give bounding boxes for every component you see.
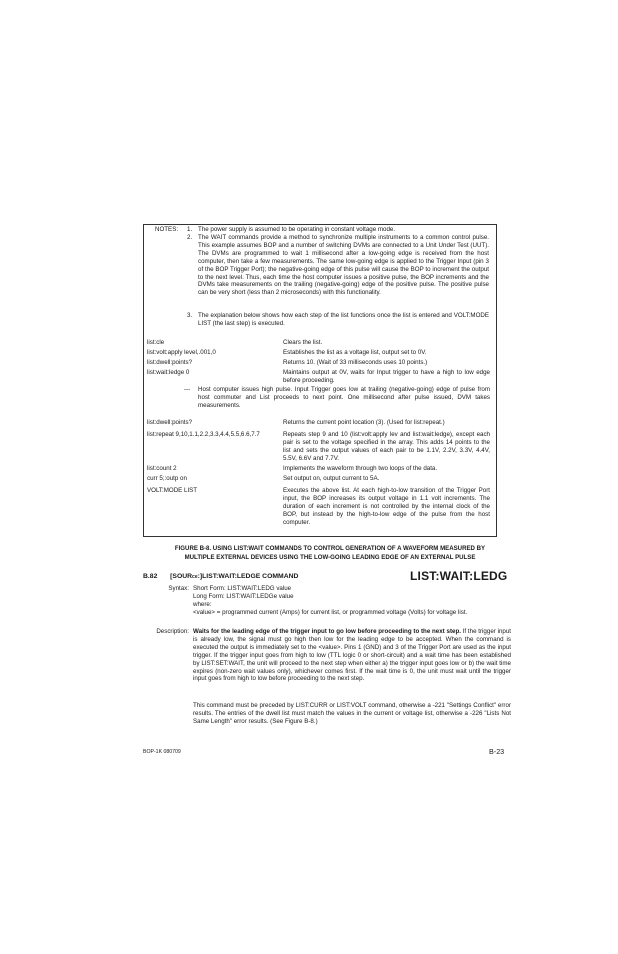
syntax-short-form: Short Form: LIST:WAIT:LEDG value — [193, 585, 292, 592]
step-command: list:cle — [147, 339, 165, 346]
step-command: list:dwell:points? — [147, 419, 193, 426]
step-description: Establishes the list as a voltage list, output set to 0V. — [283, 349, 427, 356]
step-command: list:wait:ledge 0 — [147, 369, 190, 376]
step-description: Executes the above list. At each high-to-low transition of the Trigger Port input, the BOP increases its output voltage in 1.1 volt increments. The duration of each increment is not controlled by the internal clock of the BOP, but instead by the high-to-low edge of the pulse from the host computer. — [283, 487, 490, 526]
step-description: Maintains output at 0V, waits for Input trigger to have a high to low edge before proceeding. — [283, 369, 490, 384]
page-number: B-23 — [489, 747, 505, 756]
footer-document-id: BOP-1K 080709 — [143, 749, 181, 755]
step-description: Repeats step 9 and 10 (list:volt:apply lev and list:wait:ledge), except each pair is set to the voltage specified in the array. This adds 14 points to the list and sets the output values of each pair to be 1.1V, 2.2V, 3.3V, 4.4V, 5.5V, 6.6V and 7.7V. — [283, 431, 490, 462]
step-description: Returns the current point location (3). (Used for list:repeat.) — [283, 419, 445, 426]
syntax-where: where: — [193, 601, 212, 608]
step-command: VOLT:MODE LIST — [147, 487, 198, 494]
section-title: LIST:WAIT:LEDG — [410, 569, 508, 583]
figure-caption-line-2: MULTIPLE EXTERNAL DEVICES USING THE LOW-GOING LEADING EDGE OF AN EXTERNAL PULSE — [184, 554, 476, 561]
step-command: list:volt:apply level,.001,0 — [147, 349, 216, 356]
section-head-small: ce — [192, 574, 198, 580]
section-head-suffix: :]LIST:WAIT:LEDGE COMMAND — [197, 573, 299, 580]
host-step-dash: --- — [184, 386, 191, 393]
host-step-text: Host computer issues high pulse. Input Trigger goes low at trailing (negative-going) edge of pulse from host commuter and List proceeds to next point. One millisecond after pulse issued, DVM takes measurements. — [198, 386, 490, 409]
section-heading — [143, 573, 298, 580]
description-bold-lead: Waits for the leading edge of the trigger input to go low before proceeding to the next step. — [193, 628, 461, 635]
note-3-text: The explanation below shows how each step of the list functions once the list is entered and VOLT:MODE LIST (the last step) is executed. — [198, 312, 489, 327]
note-2-number: 2. — [187, 234, 193, 241]
syntax-label: Syntax: — [168, 585, 189, 592]
step-description: Set output on, output current to 5A. — [283, 475, 380, 482]
syntax-long-form: Long Form: LIST:WAIT:LEDGe value — [193, 593, 294, 600]
notes-label: NOTES: — [155, 226, 179, 233]
description-paragraph-1-rest: If the trigger input is already low, the signal must go high then low for the leading edge to be accepted. When the command is executed the output is immediately set to the <value>. Pins 1 (GND) and 3 of the Trigger Port are used as the input trigger. If the trigger input goes from high to low (TTL logic 0 or short-circuit) and a wait time has been established by LIST:SET:WAIT, the unit will proceed to the next step when either a) the trigger input goes low or b) the wait time expires (non-zero wait values only), whichever comes first. If the wait time is 0, the unit must wait until the trigger input goes from high to low before proceeding to the next step. — [193, 628, 511, 683]
description-paragraph-2: This command must be preceded by LIST:CURR or LIST:VOLT command, otherwise a -221 "Settings Conflict" error results. The entries of the dwell list must match the values in the current or voltage list, otherwise a -226 "Lists Not Same Length" error results. (See Figure B-8.) — [193, 702, 511, 725]
description-paragraph-1 — [193, 628, 511, 683]
syntax-value-definition: <value> = programmed current (Amps) for current list, or programmed voltage (Volts) for voltage list. — [193, 609, 468, 616]
step-command: list:repeat 9,10,1.1,2.2,3.3,4.4,5.5,6.6,7.7 — [147, 431, 260, 438]
description-label: Description: — [156, 628, 189, 635]
section-head-prefix: [SOUR — [170, 573, 193, 580]
step-command: curr 5;:outp on — [147, 475, 187, 482]
step-command: list:count 2 — [147, 465, 177, 472]
note-1-number: 1. — [187, 226, 193, 233]
figure-caption-line-1: FIGURE B-8. USING LIST:WAIT COMMANDS TO CONTROL GENERATION OF A WAVEFORM MEASURED BY — [174, 545, 486, 552]
section-number: B.82 — [143, 573, 158, 580]
step-description: Returns 10. (Wait of 33 milliseconds uses 10 points.) — [283, 359, 428, 366]
note-1-text: The power supply is assumed to be operating in constant voltage mode. — [198, 226, 396, 233]
step-description: Clears the list. — [283, 339, 323, 346]
step-description: Implements the waveform through two loops of the data. — [283, 465, 438, 472]
note-2-text: The WAIT commands provide a method to synchronize multiple instruments to a common control pulse. This example assumes BOP and a number of switching DVMs are connected to a Unit Under Test (UUT). The DVMs are programmed to wait 1 millisecond after a low-going edge is received from the host computer, then take a few measurements. The same low-going edge is applied to the Trigger Input (pin 3 of the BOP Trigger Port); the negative-going edge of this pulse will cause the BOP to increment the output to the next level. Thus, each time the host computer issues a positive pulse, the BOP increments and the DVMs take measurements on the trailing (negative-going) edge of the positive pulse. The positive pulse can be very short (less than 2 microseconds) with this functionality. — [198, 234, 489, 297]
step-command: list:dwell:points? — [147, 359, 193, 366]
note-3-number: 3. — [187, 312, 193, 319]
